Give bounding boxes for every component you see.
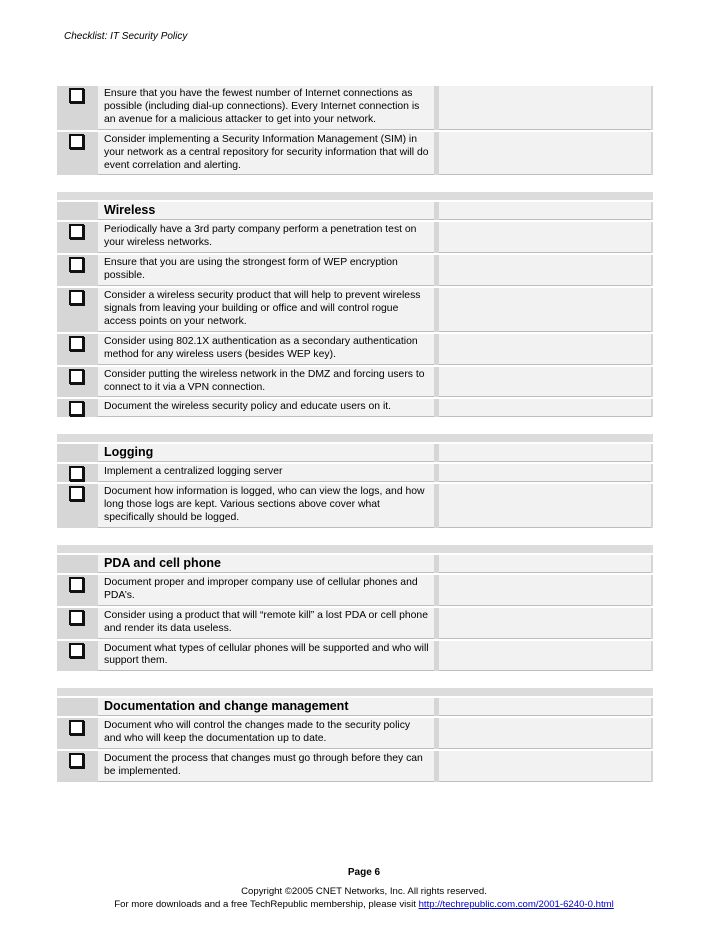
checklist-section <box>57 688 653 782</box>
notes-cell <box>439 399 651 417</box>
checklist-item <box>57 334 653 365</box>
section-spacer <box>57 192 653 200</box>
checkbox-icon[interactable] <box>69 753 84 768</box>
notes-cell <box>439 86 651 130</box>
checklist-item <box>57 718 653 749</box>
checklist-section <box>57 545 653 671</box>
checkbox-icon[interactable] <box>69 610 84 625</box>
title-checkbox-cell <box>57 698 96 716</box>
section-title: PDA and cell phone <box>98 555 434 573</box>
section-title-row <box>57 202 653 220</box>
checklist-item-text: Periodically have a 3rd party company perform a penetration test on your wireless networks. <box>98 222 434 253</box>
checkbox-icon[interactable] <box>69 290 84 305</box>
checklist-item-text: Document proper and improper company use of cellular phones and PDA’s. <box>98 575 434 606</box>
checklist-item-text: Consider using 802.1X authentication as a secondary authentication method for any wireless users (besides WEP key). <box>98 334 434 365</box>
checklist-item <box>57 367 653 398</box>
checklist-item <box>57 288 653 332</box>
checklist <box>57 86 653 799</box>
checkbox-cell <box>57 608 96 639</box>
checklist-item-text: Document who will control the changes made to the security policy and who will keep the documentation up to date. <box>98 718 434 749</box>
checklist-item <box>57 255 653 286</box>
notes-cell <box>439 288 651 332</box>
checkbox-cell <box>57 484 96 528</box>
checkbox-icon[interactable] <box>69 401 84 416</box>
notes-cell <box>439 222 651 253</box>
checkbox-cell <box>57 255 96 286</box>
notes-cell <box>439 255 651 286</box>
title-checkbox-cell <box>57 444 96 462</box>
checkbox-cell <box>57 334 96 365</box>
checkbox-cell <box>57 464 96 482</box>
checklist-item-text: Consider putting the wireless network in the DMZ and forcing users to connect to it via a VPN connection. <box>98 367 434 398</box>
checklist-item-text: Ensure that you are using the strongest form of WEP encryption possible. <box>98 255 434 286</box>
notes-cell <box>439 555 651 573</box>
checkbox-icon[interactable] <box>69 643 84 658</box>
section-spacer <box>57 545 653 553</box>
checklist-item <box>57 222 653 253</box>
title-checkbox-cell <box>57 555 96 573</box>
checklist-item <box>57 575 653 606</box>
checklist-item <box>57 86 653 130</box>
checklist-item-text: Ensure that you have the fewest number of Internet connections as possible (including dial-up connections). Every Internet connection is an avenue for a malicious attacker to get into your network. <box>98 86 434 130</box>
checklist-item-text: Consider implementing a Security Information Management (SIM) in your network as a central repository for security information that will do event correlation and alerting. <box>98 132 434 176</box>
downloads-notice <box>0 899 728 910</box>
downloads-text: For more downloads and a free TechRepublic membership, please visit <box>114 899 419 910</box>
checkbox-cell <box>57 641 96 672</box>
section-title-row <box>57 698 653 716</box>
checkbox-cell <box>57 751 96 782</box>
notes-cell <box>439 202 651 220</box>
checkbox-icon[interactable] <box>69 224 84 239</box>
checklist-item <box>57 608 653 639</box>
checkbox-icon[interactable] <box>69 88 84 103</box>
checkbox-icon[interactable] <box>69 257 84 272</box>
checkbox-cell <box>57 575 96 606</box>
section-title: Wireless <box>98 202 434 220</box>
checklist-item-text: Document the wireless security policy and educate users on it. <box>98 399 434 417</box>
copyright-notice: Copyright ©2005 CNET Networks, Inc. All rights reserved. <box>241 886 487 897</box>
section-title-row <box>57 555 653 573</box>
checklist-section <box>57 192 653 417</box>
notes-cell <box>439 334 651 365</box>
checkbox-cell <box>57 222 96 253</box>
checkbox-cell <box>57 132 96 176</box>
checklist-item-text: Consider using a product that will “remote kill” a lost PDA or cell phone and render its data useless. <box>98 608 434 639</box>
checklist-item <box>57 464 653 482</box>
checkbox-cell <box>57 399 96 417</box>
notes-cell <box>439 464 651 482</box>
notes-cell <box>439 132 651 176</box>
checkbox-icon[interactable] <box>69 134 84 149</box>
section-spacer <box>57 434 653 442</box>
checklist-item-text: Consider a wireless security product that will help to prevent wireless signals from leaving your building or office and will control rogue access points on your network. <box>98 288 434 332</box>
notes-cell <box>439 718 651 749</box>
page-number: Page 6 <box>347 867 381 878</box>
checklist-section <box>57 434 653 528</box>
notes-cell <box>439 698 651 716</box>
notes-cell <box>439 608 651 639</box>
title-checkbox-cell <box>57 202 96 220</box>
checklist-item-text: Implement a centralized logging server <box>98 464 434 482</box>
checkbox-icon[interactable] <box>69 486 84 501</box>
checkbox-icon[interactable] <box>69 577 84 592</box>
checklist-item <box>57 132 653 176</box>
checkbox-cell <box>57 718 96 749</box>
checkbox-icon[interactable] <box>69 720 84 735</box>
section-title-row <box>57 444 653 462</box>
checklist-item <box>57 399 653 417</box>
checklist-item <box>57 751 653 782</box>
checklist-item-text: Document what types of cellular phones will be supported and who will support them. <box>98 641 434 672</box>
checklist-item-text: Document how information is logged, who can view the logs, and how long those logs are kept. Various sections above cover what specifically should be logged. <box>98 484 434 528</box>
notes-cell <box>439 575 651 606</box>
checkbox-cell <box>57 367 96 398</box>
checkbox-cell <box>57 86 96 130</box>
notes-cell <box>439 641 651 672</box>
document-header: Checklist: IT Security Policy <box>64 31 188 42</box>
checkbox-cell <box>57 288 96 332</box>
checklist-item <box>57 641 653 672</box>
section-title: Documentation and change management <box>98 698 434 716</box>
section-title: Logging <box>98 444 434 462</box>
checklist-item <box>57 484 653 528</box>
notes-cell <box>439 484 651 528</box>
notes-cell <box>439 751 651 782</box>
checkbox-icon[interactable] <box>69 336 84 351</box>
section-spacer <box>57 688 653 696</box>
checklist-item-text: Document the process that changes must go through before they can be implemented. <box>98 751 434 782</box>
checkbox-icon[interactable] <box>69 369 84 384</box>
notes-cell <box>439 367 651 398</box>
notes-cell <box>439 444 651 462</box>
techrepublic-link[interactable]: http://techrepublic.com.com/2001-6240-0.html <box>418 899 614 910</box>
checklist-section <box>57 86 653 175</box>
checkbox-icon[interactable] <box>69 466 84 481</box>
